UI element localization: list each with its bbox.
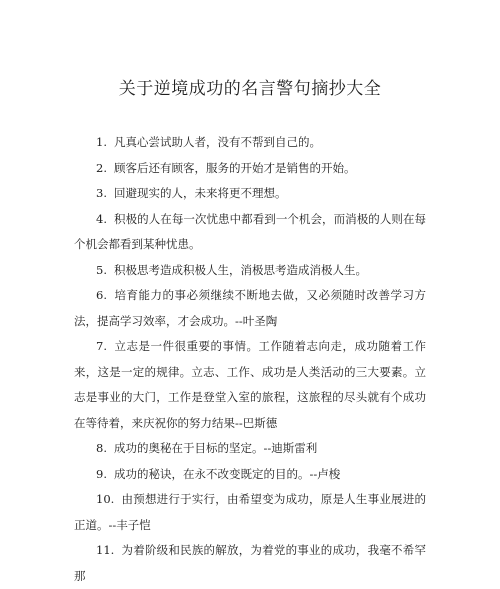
list-item bbox=[74, 156, 426, 182]
list-item bbox=[74, 283, 426, 334]
item-text: 回避现实的人，未来将更不理想。 bbox=[113, 186, 287, 200]
item-number: 8. bbox=[96, 441, 107, 455]
item-text: 凡真心尝试助人者，没有不帮到自己的。 bbox=[113, 135, 321, 149]
item-number: 4. bbox=[96, 211, 107, 226]
list-item bbox=[74, 436, 426, 462]
list-item bbox=[74, 334, 426, 436]
list-item bbox=[74, 462, 426, 488]
item-number: 11. bbox=[96, 543, 115, 557]
item-number: 7. bbox=[96, 339, 107, 353]
list-item bbox=[74, 130, 426, 156]
quote-list bbox=[74, 130, 426, 589]
item-text: 顾客后还有顾客，服务的开始才是销售的开始。 bbox=[113, 160, 356, 175]
item-text: 积极思考造成积极人生，消极思考造成消极人生。 bbox=[113, 262, 367, 277]
list-item bbox=[74, 181, 426, 207]
item-number: 1. bbox=[96, 135, 107, 149]
list-item bbox=[74, 207, 426, 258]
item-number: 6. bbox=[96, 288, 107, 302]
item-text: 立志是一件很重要的事情。工作随着志向走，成功随着工作来，这是一定的规律。立志、工作、成功是人类活动的三大要素。立志是事业的大门，工作是登堂入室的旅程，这旅程的尽头就有个成功在等待着，来庆祝你的努力结果--巴斯德 bbox=[74, 339, 426, 430]
item-text: 由预想进行于实行，由希望变为成功，原是人生事业展进的正道。--丰子恺 bbox=[74, 492, 426, 532]
item-number: 9. bbox=[96, 466, 107, 481]
item-text: 培育能力的事必须继续不断地去做，又必须随时改善学习方法，提高学习效率，才会成功。--叶圣陶 bbox=[74, 288, 426, 328]
list-item bbox=[74, 487, 426, 538]
item-number: 10. bbox=[96, 492, 115, 506]
list-item bbox=[74, 538, 426, 589]
document-title: 关于逆境成功的名言警句摘抄大全 bbox=[118, 79, 382, 99]
item-text: 积极的人在每一次忧患中都看到一个机会，而消极的人则在每个机会都看到某种忧患。 bbox=[74, 211, 426, 251]
item-number: 2. bbox=[96, 160, 107, 175]
item-text: 成功的秘诀，在永不改变既定的目的。--卢梭 bbox=[113, 466, 341, 481]
item-number: 5. bbox=[96, 262, 107, 277]
item-text: 为着阶级和民族的解放，为着党的事业的成功，我毫不希罕那 bbox=[74, 543, 426, 583]
item-number: 3. bbox=[96, 186, 107, 200]
item-text: 成功的奥秘在于目标的坚定。--迪斯雷利 bbox=[113, 441, 318, 455]
list-item bbox=[74, 258, 426, 284]
